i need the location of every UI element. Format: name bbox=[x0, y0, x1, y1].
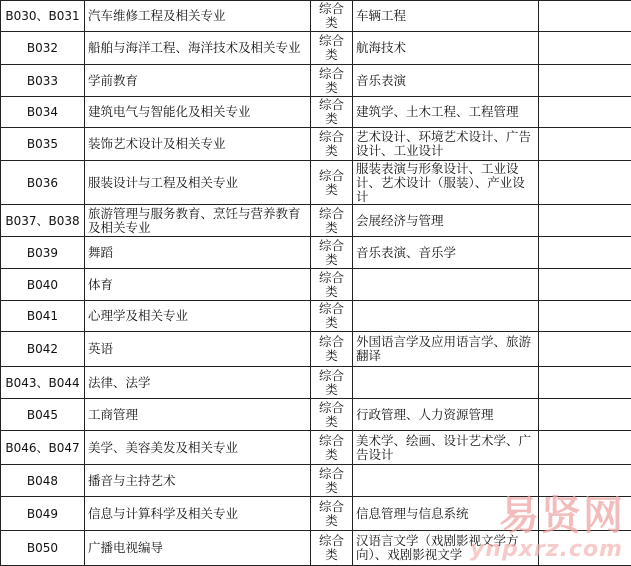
row-code-cell: B037、B038 bbox=[1, 205, 85, 237]
row-major-cell: 装饰艺术设计及相关专业 bbox=[85, 128, 311, 161]
row-code-cell: B035 bbox=[1, 128, 85, 161]
row-code-cell: B049 bbox=[1, 497, 85, 531]
row-major-cell: 信息与计算科学及相关专业 bbox=[85, 497, 311, 531]
row-related-cell: 行政管理、人力资源管理 bbox=[353, 399, 539, 431]
row-code-cell: B043、B044 bbox=[1, 367, 85, 399]
row-empty-cell bbox=[539, 399, 631, 431]
row-type-cell: 综合类 bbox=[311, 531, 353, 566]
row-code-cell: B039 bbox=[1, 237, 85, 269]
row-code-cell: B045 bbox=[1, 399, 85, 431]
row-empty-cell bbox=[539, 1, 631, 32]
row-empty-cell bbox=[539, 367, 631, 399]
row-major-cell: 体育 bbox=[85, 269, 311, 301]
table-row bbox=[1, 161, 631, 205]
row-related-cell: 会展经济与管理 bbox=[353, 205, 539, 237]
row-empty-cell bbox=[539, 237, 631, 269]
row-type-cell: 综合类 bbox=[311, 205, 353, 237]
row-related-cell bbox=[353, 465, 539, 497]
row-related-cell: 航海技术 bbox=[353, 32, 539, 65]
row-type-cell: 综合类 bbox=[311, 237, 353, 269]
row-related-cell: 汉语言文学（戏剧影视文学方向）、戏剧影视文学 bbox=[353, 531, 539, 566]
row-code-cell: B032 bbox=[1, 32, 85, 65]
table-row bbox=[1, 237, 631, 269]
row-code-cell: B041 bbox=[1, 301, 85, 332]
row-code-cell: B046、B047 bbox=[1, 431, 85, 465]
row-related-cell: 建筑学、土木工程、工程管理 bbox=[353, 97, 539, 128]
row-related-cell: 音乐表演、音乐学 bbox=[353, 237, 539, 269]
table-row bbox=[1, 367, 631, 399]
row-empty-cell bbox=[539, 97, 631, 128]
row-major-cell: 学前教育 bbox=[85, 65, 311, 97]
table-row bbox=[1, 399, 631, 431]
table-row bbox=[1, 1, 631, 32]
row-related-cell: 音乐表演 bbox=[353, 65, 539, 97]
row-related-cell: 外国语言学及应用语言学、旅游翻译 bbox=[353, 332, 539, 367]
row-type-cell: 综合类 bbox=[311, 65, 353, 97]
row-related-cell: 服装表演与形象设计、工业设计、艺术设计（服装）、产业设计 bbox=[353, 161, 539, 205]
row-empty-cell bbox=[539, 205, 631, 237]
row-type-cell: 综合类 bbox=[311, 128, 353, 161]
row-major-cell: 英语 bbox=[85, 332, 311, 367]
table-row bbox=[1, 32, 631, 65]
row-empty-cell bbox=[539, 431, 631, 465]
row-code-cell: B034 bbox=[1, 97, 85, 128]
row-type-cell: 综合类 bbox=[311, 465, 353, 497]
watermark-url: ynpxrz.com bbox=[469, 537, 623, 562]
row-empty-cell bbox=[539, 269, 631, 301]
row-type-cell: 综合类 bbox=[311, 399, 353, 431]
row-code-cell: B040 bbox=[1, 269, 85, 301]
table-row bbox=[1, 465, 631, 497]
row-type-cell: 综合类 bbox=[311, 161, 353, 205]
row-empty-cell bbox=[539, 301, 631, 332]
row-code-cell: B033 bbox=[1, 65, 85, 97]
row-related-cell: 美术学、绘画、设计艺术学、广告设计 bbox=[353, 431, 539, 465]
row-related-cell: 艺术设计、环境艺术设计、广告设计、工业设计 bbox=[353, 128, 539, 161]
row-type-cell: 综合类 bbox=[311, 269, 353, 301]
row-code-cell: B036 bbox=[1, 161, 85, 205]
row-empty-cell bbox=[539, 161, 631, 205]
row-empty-cell bbox=[539, 128, 631, 161]
row-major-cell: 舞蹈 bbox=[85, 237, 311, 269]
row-empty-cell bbox=[539, 531, 631, 566]
table-row bbox=[1, 332, 631, 367]
row-type-cell: 综合类 bbox=[311, 332, 353, 367]
row-major-cell: 播音与主持艺术 bbox=[85, 465, 311, 497]
row-type-cell: 综合类 bbox=[311, 32, 353, 65]
table-row bbox=[1, 128, 631, 161]
table-row bbox=[1, 301, 631, 332]
row-type-cell: 综合类 bbox=[311, 97, 353, 128]
row-major-cell: 旅游管理与服务教育、烹饪与营养教育及相关专业 bbox=[85, 205, 311, 237]
table-row bbox=[1, 97, 631, 128]
row-code-cell: B048 bbox=[1, 465, 85, 497]
table-row bbox=[1, 269, 631, 301]
row-related-cell: 车辆工程 bbox=[353, 1, 539, 32]
table-row bbox=[1, 431, 631, 465]
row-major-cell: 服装设计与工程及相关专业 bbox=[85, 161, 311, 205]
row-major-cell: 法律、法学 bbox=[85, 367, 311, 399]
row-type-cell: 综合类 bbox=[311, 301, 353, 332]
row-type-cell: 综合类 bbox=[311, 367, 353, 399]
row-major-cell: 工商管理 bbox=[85, 399, 311, 431]
row-code-cell: B050 bbox=[1, 531, 85, 566]
row-related-cell bbox=[353, 301, 539, 332]
watermark-text: 易贤网 bbox=[499, 492, 625, 539]
row-empty-cell bbox=[539, 497, 631, 531]
row-related-cell: 信息管理与信息系统 bbox=[353, 497, 539, 531]
row-type-cell: 综合类 bbox=[311, 1, 353, 32]
table-row bbox=[1, 531, 631, 566]
row-type-cell: 综合类 bbox=[311, 497, 353, 531]
row-major-cell: 建筑电气与智能化及相关专业 bbox=[85, 97, 311, 128]
row-major-cell: 船舶与海洋工程、海洋技术及相关专业 bbox=[85, 32, 311, 65]
row-major-cell: 汽车维修工程及相关专业 bbox=[85, 1, 311, 32]
table-row bbox=[1, 497, 631, 531]
row-empty-cell bbox=[539, 32, 631, 65]
row-code-cell: B030、B031 bbox=[1, 1, 85, 32]
row-empty-cell bbox=[539, 332, 631, 367]
table-row bbox=[1, 65, 631, 97]
row-code-cell: B042 bbox=[1, 332, 85, 367]
row-major-cell: 心理学及相关专业 bbox=[85, 301, 311, 332]
row-empty-cell bbox=[539, 465, 631, 497]
row-empty-cell bbox=[539, 65, 631, 97]
row-type-cell: 综合类 bbox=[311, 431, 353, 465]
row-major-cell: 广播电视编导 bbox=[85, 531, 311, 566]
table-row bbox=[1, 205, 631, 237]
row-related-cell bbox=[353, 367, 539, 399]
row-related-cell bbox=[353, 269, 539, 301]
row-major-cell: 美学、美容美发及相关专业 bbox=[85, 431, 311, 465]
